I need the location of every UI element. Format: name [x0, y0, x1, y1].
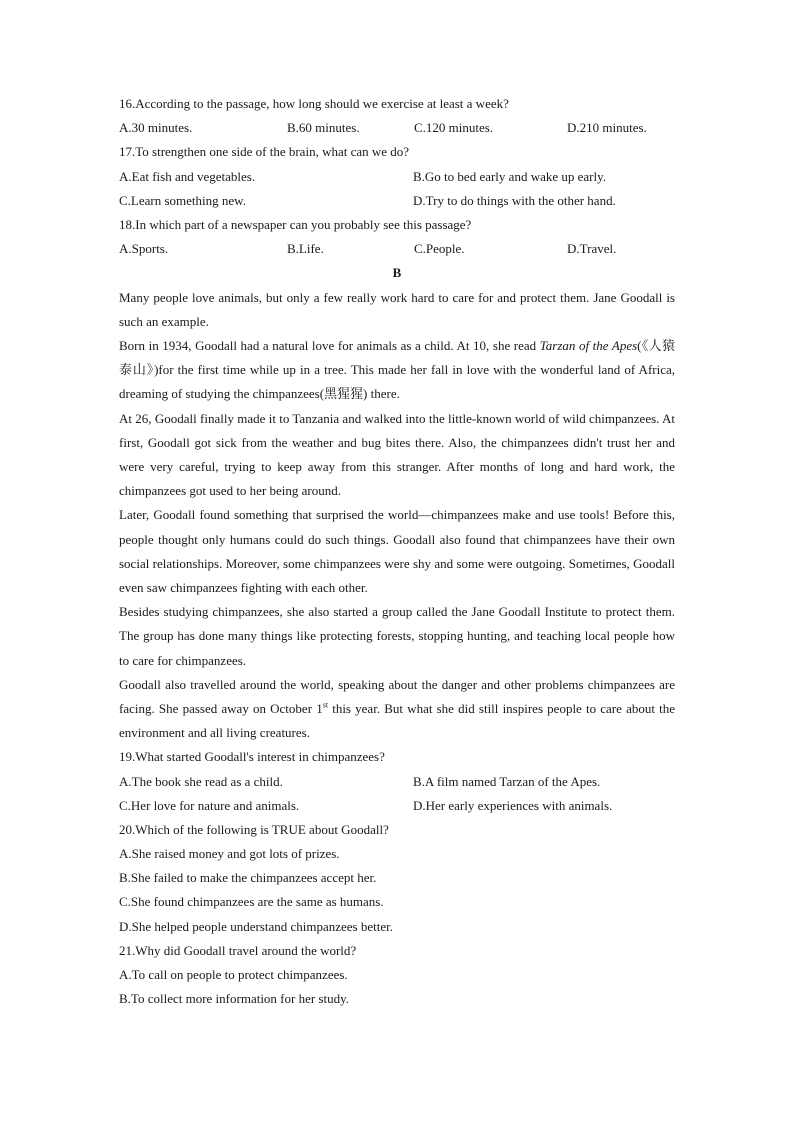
paragraph-2-text-b: (《人猿泰山》)for the first time while up in a tree. This made her fall in love with the wonderful land of Africa, dreaming of studying the chimpanzees(黑猩猩) there.: [119, 337, 675, 402]
question-16-options: [119, 116, 675, 140]
option-d: D.210 minutes.: [567, 120, 647, 136]
question-19-options-row-2: [119, 794, 675, 818]
option-c: C.120 minutes.: [414, 120, 494, 136]
option-c: C.Her love for nature and animals.: [119, 797, 300, 813]
passage-paragraph-2: [119, 334, 675, 407]
option-a: A.The book she read as a child.: [119, 773, 283, 789]
document-page: [119, 92, 675, 1011]
question-17-options-row-2: [119, 189, 675, 213]
ordinal-suffix: st: [322, 700, 329, 710]
paragraph-2-text-a: Born in 1934, Goodall had a natural love for animals as a child. At 10, she read: [119, 337, 540, 353]
question-17-options-row-1: [119, 165, 675, 189]
passage-paragraph-1: Many people love animals, but only a few really work hard to care for and protect them. Jane Goodall is such an example.: [119, 289, 675, 329]
option-b: B.She failed to make the chimpanzees accept her.: [119, 870, 377, 886]
section-heading-b: B: [392, 265, 402, 281]
option-d: D.She helped people understand chimpanzees better.: [119, 918, 393, 934]
option-a: A.Eat fish and vegetables.: [119, 168, 256, 184]
option-d: D.Travel.: [567, 241, 617, 257]
question-19-stem: 19.What started Goodall's interest in chimpanzees?: [119, 749, 385, 765]
paragraph-6-text-b: this year. But what she did still inspires people to care about the environment and all living creatures.: [119, 700, 676, 741]
option-a: A.To call on people to protect chimpanzees.: [119, 967, 348, 983]
option-c: C.She found chimpanzees are the same as humans.: [119, 894, 384, 910]
option-a: A.Sports.: [119, 241, 169, 257]
passage-paragraph-4: Later, Goodall found something that surprised the world—chimpanzees make and use tools! Before this, people thought only humans could do such things. Goodall also found that chimpanzees have their own social relationships. Moreover, some chimpanzees were shy and some were outgoing. Sometimes, Goodall even saw chimpanzees fighting with each other.: [119, 507, 675, 595]
question-16-stem: 16.According to the passage, how long should we exercise at least a week?: [119, 96, 509, 111]
option-b: B.A film named Tarzan of the Apes.: [413, 773, 601, 789]
option-d: D.Her early experiences with animals.: [413, 797, 613, 813]
paragraph-6-text-a: Goodall also travelled around the world, speaking about the danger and other problems chimpanzees are facing. She passed away on October 1: [119, 676, 675, 716]
question-20-stem: 20.Which of the following is TRUE about Goodall?: [119, 821, 389, 837]
question-21-stem: 21.Why did Goodall travel around the world?: [119, 942, 357, 958]
option-b: B.Go to bed early and wake up early.: [413, 168, 607, 184]
question-18-stem: 18.In which part of a newspaper can you probably see this passage?: [119, 216, 472, 232]
passage-paragraph-3: At 26, Goodall finally made it to Tanzania and walked into the little-known world of wild chimpanzees. At first, Goodall got sick from the weather and bug bites there. Also, the chimpanzees didn't trust her and were very careful, trying to keep away from this stranger. After months of long and hard work, the chimpanzees got used to her being around.: [119, 410, 675, 499]
option-b: B.To collect more information for her study.: [119, 991, 350, 1007]
option-a: A.She raised money and got lots of prizes.: [119, 846, 340, 862]
option-b: B.Life.: [287, 241, 324, 257]
question-18-options: [119, 237, 675, 261]
option-d: D.Try to do things with the other hand.: [413, 192, 616, 208]
option-c: C.Learn something new.: [119, 192, 246, 208]
question-19-options-row-1: [119, 770, 675, 794]
question-17-stem: 17.To strengthen one side of the brain, what can we do?: [119, 144, 410, 160]
passage-paragraph-6: [119, 673, 675, 746]
option-a: A.30 minutes.: [119, 120, 193, 136]
option-b: B.60 minutes.: [287, 120, 360, 136]
book-title: Tarzan of the Apes: [539, 337, 638, 353]
option-c: C.People.: [414, 241, 465, 257]
passage-paragraph-5: Besides studying chimpanzees, she also started a group called the Jane Goodall Institute to protect them. The group has done many things like protecting forests, stopping hunting, and teaching local people how to care for chimpanzees.: [119, 604, 675, 668]
